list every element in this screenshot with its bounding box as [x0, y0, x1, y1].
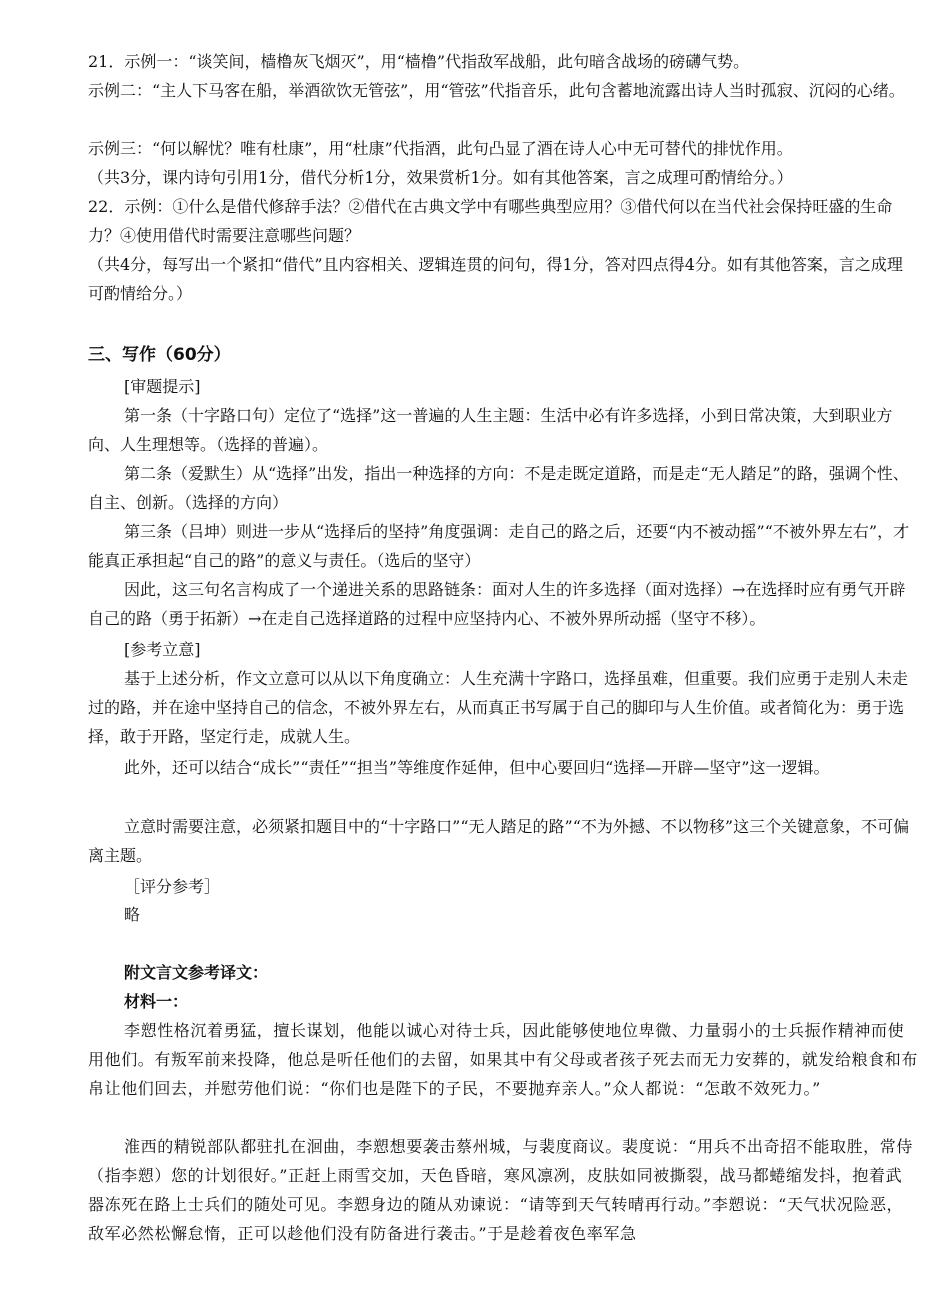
material-1-paragraph-1: 李愬性格沉着勇猛，擅长谋划，他能以诚心对待士兵，因此能够使地位卑微、力量弱小的士兵振作精神而使用他们。有叛军前来投降，他总是听任他们的去留，如果其中有父母或者孩子死去而无力安葬的，就发给粮食和布帛让他们回去，并慰劳他们说：“你们也是陛下的子民，不要抛弃亲人。”众人都说：“怎敢不效死力。”: [88, 1021, 919, 1098]
scoring-label: ［评分参考］: [124, 877, 221, 896]
tip-paragraph-3: 第三条（吕坤）则进一步从“选择后的坚持”角度强调：走自己的路之后，还要“内不被动摇”“不被外界左右”，才能真正承担起“自己的路”的意义与责任。（选后的坚守）: [88, 522, 910, 570]
tip-label: [审题提示]: [124, 377, 201, 396]
section-heading-writing: 三、写作（60分）: [88, 345, 231, 365]
reference-paragraph-2: 此外，还可以结合“成长”“责任”“担当”等维度作延伸，但中心要回归“选择—开辟—坚守”这一逻辑。: [124, 758, 830, 777]
reference-paragraph-3: 立意时需要注意，必须紧扣题目中的“十字路口”“无人踏足的路”“不为外撼、不以物移”这三个关键意象，不可偏离主题。: [88, 817, 910, 865]
answer-21-example-1: 21．示例一：“谈笑间，樯橹灰飞烟灭”，用“樯橹”代指敌军战船，此句暗含战场的磅礴气势。: [88, 52, 750, 71]
tip-paragraph-4: 因此，这三句名言构成了一个递进关系的思路链条：面对人生的许多选择（面对选择）→在选择时应有勇气开辟自己的路（勇于拓新）→在走自己选择道路的过程中应坚持内心、不被外界所动摇（坚守不移）。: [88, 580, 906, 628]
answer-22-example: 22．示例：①什么是借代修辞手法？②借代在古典文学中有哪些典型应用？③借代何以在当代社会保持旺盛的生命力？④使用借代时需要注意哪些问题？: [88, 197, 893, 245]
material-1-label: 材料一：: [124, 992, 189, 1011]
translation-title: 附文言文参考译文：: [124, 963, 269, 982]
answer-21-example-3: 示例三：“何以解忧？唯有杜康”，用“杜康”代指酒，此句凸显了酒在诗人心中无可替代的排忧作用。: [88, 139, 793, 158]
tip-paragraph-2: 第二条（爱默生）从“选择”出发，指出一种选择的方向：不是走既定道路，而是走“无人踏足”的路，强调个性、自主、创新。（选择的方向）: [88, 464, 909, 512]
tip-paragraph-1: 第一条（十字路口句）定位了“选择”这一普遍的人生主题：生活中必有许多选择，小到日常决策，大到职业方向、人生理想等。（选择的普遍）。: [88, 406, 893, 454]
reference-label: [参考立意]: [124, 640, 201, 659]
material-1-paragraph-2: 淮西的精锐部队都驻扎在洄曲，李愬想要袭击蔡州城，与裴度商议。裴度说：“用兵不出奇招不能取胜，常侍（指李愬）您的计划很好。”正赶上雨雪交加，天色昏暗，寒风凛冽，皮肤如同被撕裂，战马都蜷缩发抖，抱着武器冻死在路上士兵们的随处可见。李愬身边的随从劝谏说：“请等到天气转晴再行动。”李愬说：“天气状况险恶，敌军必然松懈怠惰，正可以趁他们没有防备进行袭击。”于是趁着夜色率军急: [88, 1137, 913, 1243]
answer-22-scoring: （共4分，每写出一个紧扣“借代”且内容相关、逻辑连贯的问句，得1分，答对四点得4分。如有其他答案，言之成理可酌情给分。）: [88, 255, 903, 303]
answer-21-example-2: 示例二：“主人下马客在船，举酒欲饮无管弦”，用“管弦”代指音乐，此句含蓄地流露出诗人当时孤寂、沉闷的心绪。: [88, 81, 905, 100]
scoring-text: 略: [124, 905, 141, 924]
answer-21-scoring: （共3分，课内诗句引用1分，借代分析1分，效果赏析1分。如有其他答案，言之成理可酌情给分。）: [88, 168, 793, 187]
reference-paragraph-1: 基于上述分析，作文立意可以从以下角度确立：人生充满十字路口，选择虽难，但重要。我们应勇于走别人未走过的路，并在途中坚持自己的信念，不被外界左右，从而真正书写属于自己的脚印与人生价值。或者简化为：勇于选择，敢于开路，坚定行走，成就人生。: [88, 669, 909, 746]
